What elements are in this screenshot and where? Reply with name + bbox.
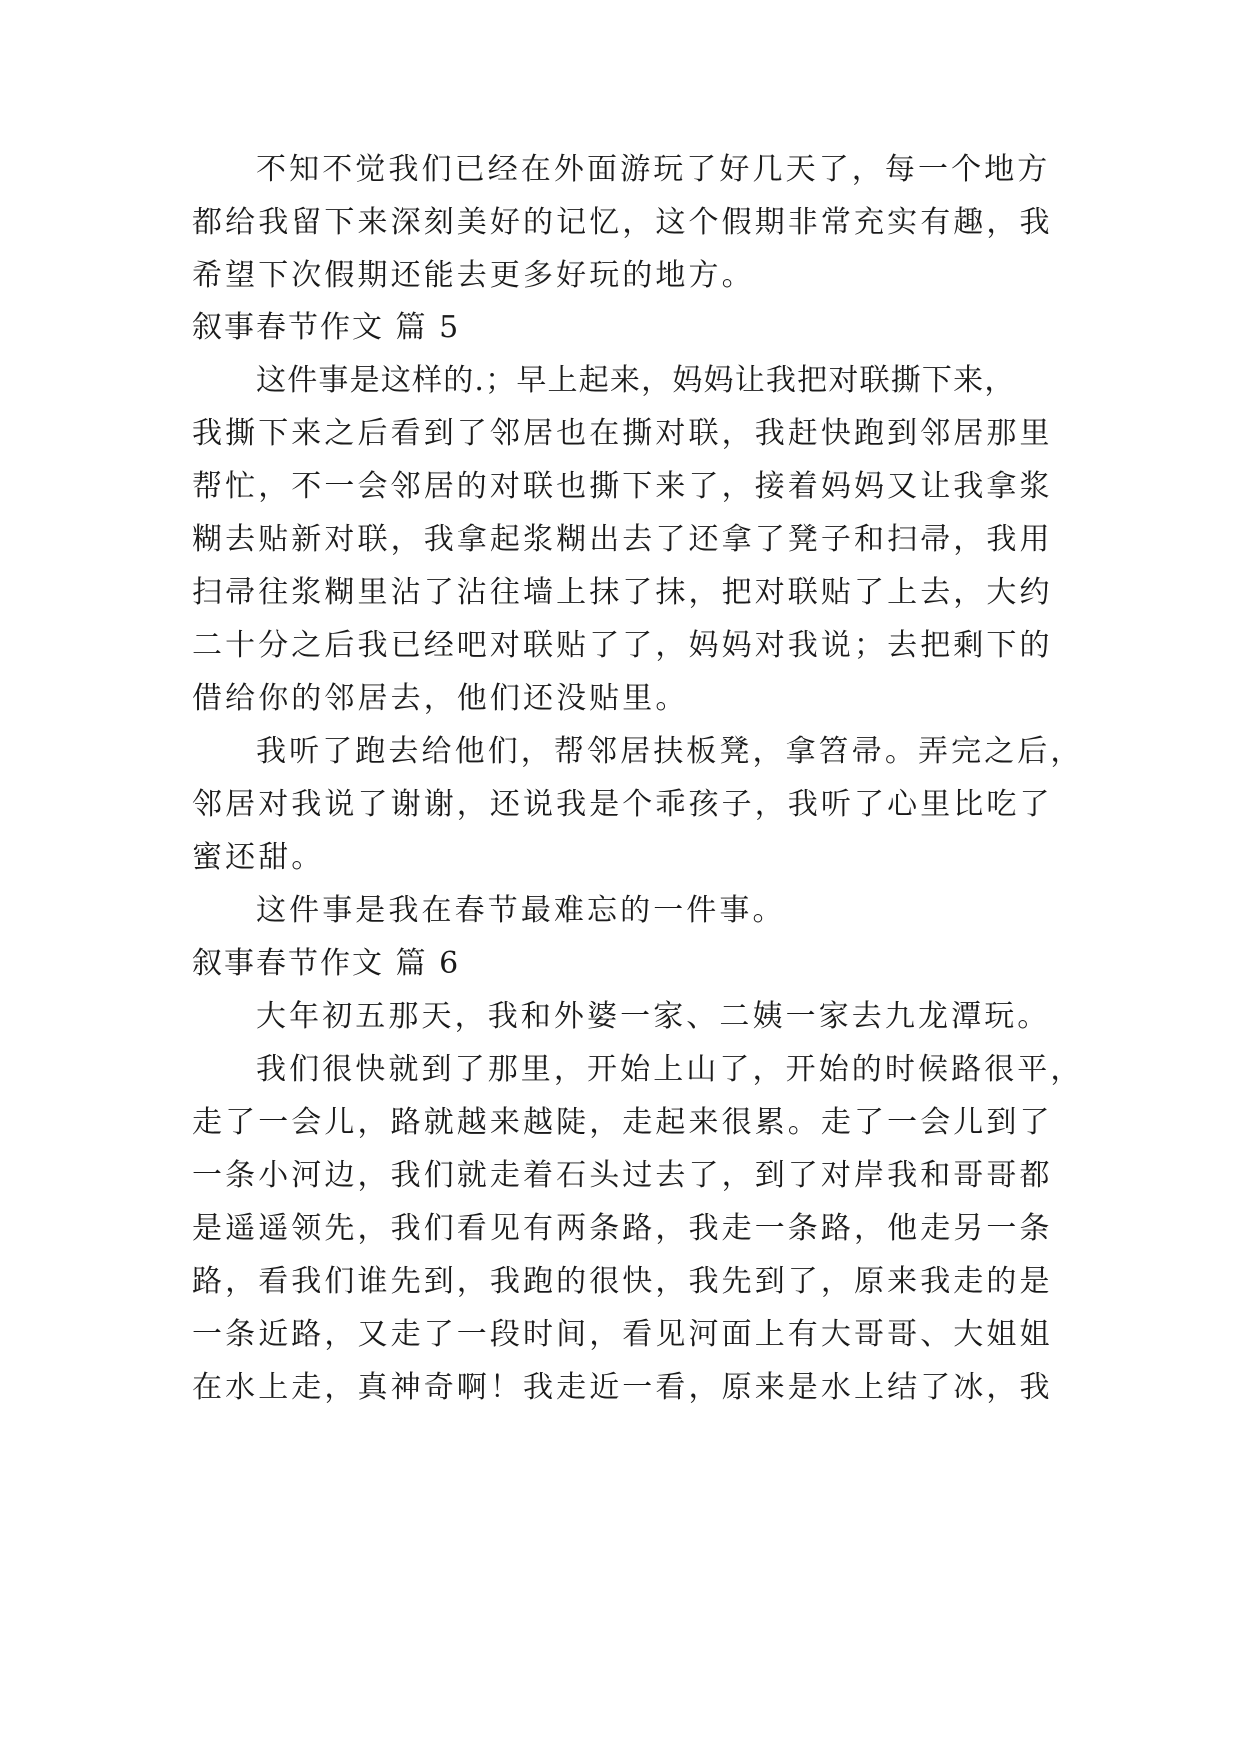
text-line: 在水上走，真神奇啊！我走近一看，原来是水上结了冰，我 — [192, 1370, 1053, 1405]
section-heading: 叙事春节作文 篇 6 — [192, 946, 461, 981]
text-line: 我听了跑去给他们，帮邻居扶板凳，拿笤帚。弄完之后， — [256, 734, 1084, 769]
text-line: 大年初五那天，我和外婆一家、二姨一家去九龙潭玩。 — [256, 999, 1051, 1034]
text-line: 路，看我们谁先到，我跑的很快，我先到了，原来我走的是 — [192, 1264, 1053, 1299]
text-line: 一条小河边，我们就走着石头过去了，到了对岸我和哥哥都 — [192, 1158, 1053, 1193]
section-heading: 叙事春节作文 篇 5 — [192, 310, 461, 345]
text-line: 这件事是我在春节最难忘的一件事。 — [256, 893, 786, 928]
text-line: 是遥遥领先，我们看见有两条路，我走一条路，他走另一条 — [192, 1211, 1053, 1246]
text-line: 一条近路，又走了一段时间，看见河面上有大哥哥、大姐姐 — [192, 1317, 1053, 1352]
text-line: 扫帚往浆糊里沾了沾往墙上抹了抹，把对联贴了上去，大约 — [192, 575, 1053, 610]
text-line: 蜜还甜。 — [192, 840, 325, 875]
text-line: 都给我留下来深刻美好的记忆，这个假期非常充实有趣，我 — [192, 205, 1053, 240]
text-line: 走了一会儿，路就越来越陡，走起来很累。走了一会儿到了 — [192, 1105, 1053, 1140]
text-line: 糊去贴新对联，我拿起浆糊出去了还拿了凳子和扫帚，我用 — [192, 522, 1053, 557]
text-line: 希望下次假期还能去更多好玩的地方。 — [192, 258, 755, 293]
text-line: 帮忙，不一会邻居的对联也撕下来了，接着妈妈又让我拿浆 — [192, 469, 1053, 504]
text-line: 我撕下来之后看到了邻居也在撕对联，我赶快跑到邻居那里 — [192, 416, 1053, 451]
text-line: 不知不觉我们已经在外面游玩了好几天了，每一个地方 — [256, 152, 1051, 187]
text-line: 这件事是这样的.；早上起来，妈妈让我把对联撕下来， — [256, 363, 1016, 398]
text-line: 邻居对我说了谢谢，还说我是个乖孩子，我听了心里比吃了 — [192, 787, 1053, 822]
text-line: 二十分之后我已经吧对联贴了了，妈妈对我说；去把剩下的 — [192, 628, 1053, 663]
text-line: 借给你的邻居去，他们还没贴里。 — [192, 681, 689, 716]
text-line: 我们很快就到了那里，开始上山了，开始的时候路很平， — [256, 1052, 1084, 1087]
